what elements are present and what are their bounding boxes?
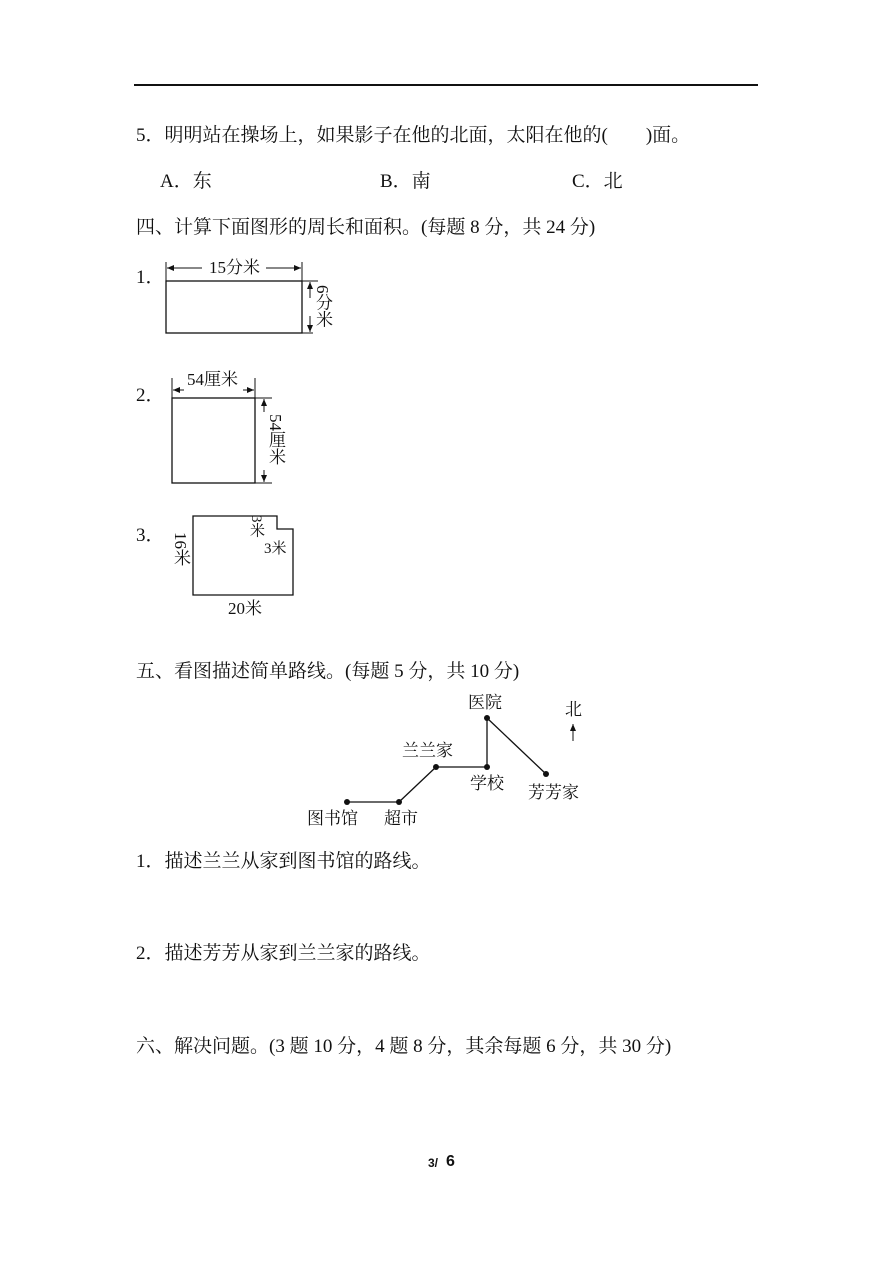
fangfang-home-point [543,771,549,777]
figure-2-square [172,378,272,483]
section-5-question-2: 2．描述芳芳从家到兰兰家的路线。 [136,943,431,964]
map-label-lanlan-home: 兰兰家 [402,741,453,760]
section-5-title: 五、看图描述简单路线。(每题 5 分，共 10 分) [136,661,520,682]
map-label-north: 北 [565,700,582,719]
map-label-fangfang-home: 芳芳家 [528,783,579,802]
figure-3-notch-horizontal-label: 3米 [264,541,287,557]
item-2-number: 2． [136,385,165,406]
section-4-title: 四、计算下面图形的周长和面积。(每题 8 分，共 24 分) [136,217,596,238]
figure-2-width-label: 54厘米 [187,370,238,389]
question-5: 5．明明站在操场上，如果影子在他的北面，太阳在他的( )面。 [136,125,691,146]
lanlan-home-point [433,764,439,770]
figure-3-left-label: 16米 [171,532,190,566]
map-label-library: 图书馆 [307,809,358,828]
school-point [484,764,490,770]
option-c: C．北 [572,171,623,192]
figure-2-height-label: 54厘米 [266,414,284,472]
figure-1-width-label: 15分米 [209,258,260,277]
section-6-title: 六、解决问题。(3 题 10 分，4 题 8 分，其余每题 6 分，共 30 分) [136,1036,672,1057]
page-number: 3/ [428,1156,439,1170]
option-b: B．南 [380,171,431,192]
page-total: 6 [446,1153,455,1170]
supermarket-point [396,799,402,805]
hospital-point [484,715,490,721]
figure-1-height-label: 6分米 [313,285,331,335]
figure-3-notch-vertical-label: 3米 [248,515,264,538]
item-3-number: 3． [136,525,165,546]
library-point [344,799,350,805]
map-label-supermarket: 超市 [384,809,418,828]
map-label-school: 学校 [470,774,504,793]
map-label-hospital: 医院 [468,693,502,712]
figure-3-bottom-label: 20米 [228,599,262,618]
item-1-number: 1． [136,267,165,288]
section-5-question-1: 1．描述兰兰从家到图书馆的路线。 [136,851,431,872]
option-a: A．东 [160,171,212,192]
